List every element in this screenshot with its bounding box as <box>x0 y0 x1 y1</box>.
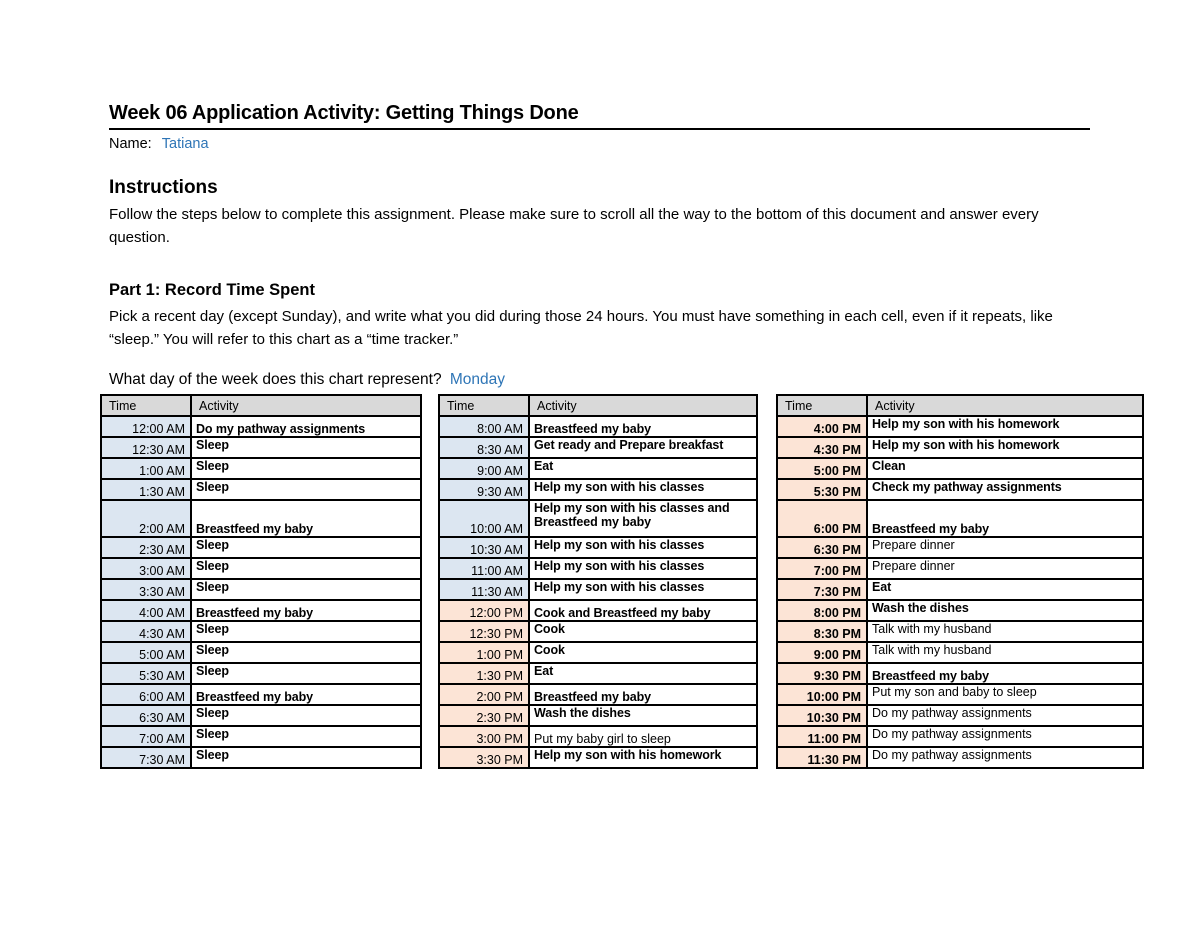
day-question-text: What day of the week does this chart represent? <box>109 371 442 388</box>
time-cell: 3:30 AM <box>101 579 191 600</box>
table-row <box>777 579 1143 600</box>
time-cell: 4:00 AM <box>101 600 191 621</box>
time-cell: 2:00 PM <box>439 684 529 705</box>
name-label: Name: <box>109 136 152 152</box>
activity-cell: Breastfeed my baby <box>191 684 421 705</box>
time-tracker-table-3 <box>776 394 1144 769</box>
table-row <box>777 684 1143 705</box>
table-row <box>439 416 757 437</box>
page-title: Week 06 Application Activity: Getting Things Done <box>109 102 1090 130</box>
time-cell: 8:30 PM <box>777 621 867 642</box>
activity-cell: Sleep <box>191 558 421 579</box>
table-row <box>101 437 421 458</box>
activity-cell: Wash the dishes <box>529 705 757 726</box>
table-row <box>101 600 421 621</box>
table-row <box>101 537 421 558</box>
table-row <box>439 726 757 747</box>
time-cell: 3:00 PM <box>439 726 529 747</box>
time-cell: 7:30 PM <box>777 579 867 600</box>
table-row <box>439 600 757 621</box>
time-cell: 5:30 AM <box>101 663 191 684</box>
activity-cell: Eat <box>529 663 757 684</box>
activity-cell: Do my pathway assignments <box>867 747 1143 768</box>
activity-cell: Breastfeed my baby <box>191 500 421 537</box>
time-cell: 8:00 AM <box>439 416 529 437</box>
table-row <box>777 416 1143 437</box>
activity-cell: Sleep <box>191 663 421 684</box>
table-row <box>777 705 1143 726</box>
activity-cell: Sleep <box>191 705 421 726</box>
table-row <box>439 705 757 726</box>
activity-cell: Cook and Breastfeed my baby <box>529 600 757 621</box>
table-row <box>777 663 1143 684</box>
time-cell: 6:30 AM <box>101 705 191 726</box>
table-row <box>101 726 421 747</box>
activity-cell: Do my pathway assignments <box>191 416 421 437</box>
table-row <box>101 416 421 437</box>
time-tracker-table-1 <box>100 394 422 769</box>
activity-header: Activity <box>529 395 757 416</box>
name-value: Tatiana <box>161 136 209 152</box>
table-row <box>101 705 421 726</box>
time-cell: 1:00 AM <box>101 458 191 479</box>
table-row <box>101 663 421 684</box>
table-row <box>439 684 757 705</box>
activity-cell: Do my pathway assignments <box>867 726 1143 747</box>
activity-header: Activity <box>867 395 1143 416</box>
activity-cell: Sleep <box>191 621 421 642</box>
table-row <box>777 537 1143 558</box>
activity-cell: Help my son with his homework <box>529 747 757 768</box>
table-row <box>439 621 757 642</box>
day-answer: Monday <box>449 371 506 388</box>
table-row <box>777 479 1143 500</box>
time-cell: 6:00 AM <box>101 684 191 705</box>
activity-cell: Eat <box>867 579 1143 600</box>
table-row <box>777 558 1143 579</box>
table-row <box>101 747 421 768</box>
activity-cell: Sleep <box>191 642 421 663</box>
activity-cell: Get ready and Prepare breakfast <box>529 437 757 458</box>
table-row <box>101 579 421 600</box>
activity-cell: Help my son with his classes <box>529 479 757 500</box>
time-cell: 2:00 AM <box>101 500 191 537</box>
time-cell: 11:30 PM <box>777 747 867 768</box>
time-cell: 11:00 PM <box>777 726 867 747</box>
time-cell: 3:00 AM <box>101 558 191 579</box>
time-cell: 11:00 AM <box>439 558 529 579</box>
table-row <box>777 600 1143 621</box>
time-cell: 12:00 AM <box>101 416 191 437</box>
time-cell: 2:30 PM <box>439 705 529 726</box>
activity-cell: Help my son with his homework <box>867 437 1143 458</box>
activity-cell: Wash the dishes <box>867 600 1143 621</box>
activity-cell: Help my son with his classes and Breastfeed my baby <box>529 500 757 537</box>
table-row <box>439 437 757 458</box>
time-header: Time <box>101 395 191 416</box>
time-cell: 2:30 AM <box>101 537 191 558</box>
time-cell: 10:30 AM <box>439 537 529 558</box>
time-cell: 5:30 PM <box>777 479 867 500</box>
activity-header: Activity <box>191 395 421 416</box>
table-row <box>439 479 757 500</box>
time-cell: 12:30 PM <box>439 621 529 642</box>
time-cell: 4:30 AM <box>101 621 191 642</box>
table-row <box>101 558 421 579</box>
activity-cell: Sleep <box>191 747 421 768</box>
time-cell: 5:00 PM <box>777 458 867 479</box>
activity-cell: Cook <box>529 621 757 642</box>
time-cell: 12:00 PM <box>439 600 529 621</box>
time-cell: 5:00 AM <box>101 642 191 663</box>
table-row <box>439 579 757 600</box>
time-cell: 1:00 PM <box>439 642 529 663</box>
activity-cell: Breastfeed my baby <box>529 684 757 705</box>
activity-cell: Sleep <box>191 458 421 479</box>
time-cell: 6:30 PM <box>777 537 867 558</box>
time-cell: 1:30 AM <box>101 479 191 500</box>
time-header: Time <box>439 395 529 416</box>
day-question <box>109 371 505 389</box>
time-cell: 1:30 PM <box>439 663 529 684</box>
time-cell: 7:00 PM <box>777 558 867 579</box>
table-row <box>777 747 1143 768</box>
time-cell: 9:00 AM <box>439 458 529 479</box>
activity-cell: Breastfeed my baby <box>529 416 757 437</box>
table-row <box>439 500 757 537</box>
activity-cell: Sleep <box>191 726 421 747</box>
table-row <box>777 621 1143 642</box>
activity-cell: Prepare dinner <box>867 558 1143 579</box>
table-row <box>101 458 421 479</box>
activity-cell: Cook <box>529 642 757 663</box>
table-row <box>777 642 1143 663</box>
activity-cell: Help my son with his classes <box>529 558 757 579</box>
activity-cell: Sleep <box>191 479 421 500</box>
time-cell: 6:00 PM <box>777 500 867 537</box>
time-cell: 3:30 PM <box>439 747 529 768</box>
activity-cell: Sleep <box>191 537 421 558</box>
activity-cell: Put my baby girl to sleep <box>529 726 757 747</box>
time-cell: 10:00 PM <box>777 684 867 705</box>
time-cell: 10:30 PM <box>777 705 867 726</box>
activity-cell: Breastfeed my baby <box>867 500 1143 537</box>
table-row <box>439 458 757 479</box>
activity-cell: Sleep <box>191 437 421 458</box>
table-row <box>101 479 421 500</box>
activity-cell: Help my son with his classes <box>529 537 757 558</box>
time-cell: 10:00 AM <box>439 500 529 537</box>
activity-cell: Help my son with his homework <box>867 416 1143 437</box>
part1-text: Pick a recent day (except Sunday), and write what you did during those 24 hours. You must have something in each cell, even if it repeats, like “sleep.” You will refer to this chart as a “time tracker.” <box>109 308 1053 348</box>
activity-cell: Breastfeed my baby <box>867 663 1143 684</box>
time-cell: 9:00 PM <box>777 642 867 663</box>
activity-cell: Breastfeed my baby <box>191 600 421 621</box>
table-row <box>777 500 1143 537</box>
part1-heading: Part 1: Record Time Spent <box>109 281 316 299</box>
table-row <box>439 558 757 579</box>
activity-cell: Put my son and baby to sleep <box>867 684 1143 705</box>
activity-cell: Talk with my husband <box>867 621 1143 642</box>
activity-cell: Help my son with his classes <box>529 579 757 600</box>
table-row <box>439 747 757 768</box>
table-row <box>777 437 1143 458</box>
table-row <box>101 642 421 663</box>
activity-cell: Eat <box>529 458 757 479</box>
table-row <box>439 663 757 684</box>
time-cell: 7:30 AM <box>101 747 191 768</box>
table-row <box>101 500 421 537</box>
name-line <box>109 136 209 152</box>
time-cell: 12:30 AM <box>101 437 191 458</box>
activity-cell: Check my pathway assignments <box>867 479 1143 500</box>
table-row <box>101 684 421 705</box>
activity-cell: Talk with my husband <box>867 642 1143 663</box>
instructions-heading: Instructions <box>109 177 218 198</box>
time-cell: 9:30 AM <box>439 479 529 500</box>
time-cell: 7:00 AM <box>101 726 191 747</box>
table-row <box>777 458 1143 479</box>
time-cell: 9:30 PM <box>777 663 867 684</box>
time-cell: 8:30 AM <box>439 437 529 458</box>
table-row <box>101 621 421 642</box>
activity-cell: Do my pathway assignments <box>867 705 1143 726</box>
time-cell: 4:30 PM <box>777 437 867 458</box>
time-header: Time <box>777 395 867 416</box>
time-tracker-table-2 <box>438 394 758 769</box>
time-cell: 8:00 PM <box>777 600 867 621</box>
table-row <box>777 726 1143 747</box>
table-row <box>439 642 757 663</box>
time-cell: 4:00 PM <box>777 416 867 437</box>
activity-cell: Clean <box>867 458 1143 479</box>
time-cell: 11:30 AM <box>439 579 529 600</box>
activity-cell: Prepare dinner <box>867 537 1143 558</box>
activity-cell: Sleep <box>191 579 421 600</box>
table-row <box>439 537 757 558</box>
instructions-text: Follow the steps below to complete this assignment. Please make sure to scroll all the way to the bottom of this document and answer every question. <box>109 206 1039 246</box>
